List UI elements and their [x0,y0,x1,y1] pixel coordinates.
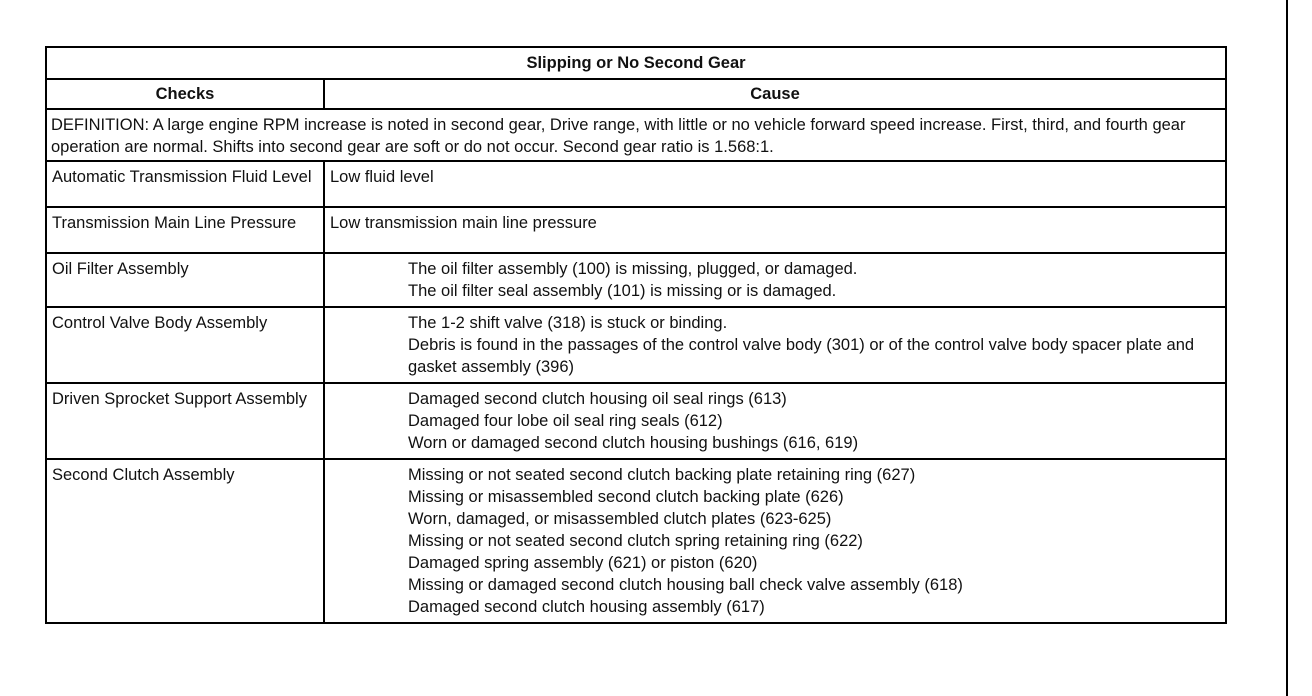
header-checks: Checks [46,79,324,109]
cause-line: Damaged spring assembly (621) or piston (620) [408,554,758,572]
cause-cell [324,161,1226,207]
check-cell: Oil Filter Assembly [46,253,324,307]
page-edge-rule [1286,0,1288,696]
cause-cell [324,253,1226,307]
table-row [46,307,1226,383]
table-row [46,207,1226,253]
table-title: Slipping or No Second Gear [46,47,1226,79]
cause-cell [324,459,1226,623]
table-row [46,383,1226,459]
cause-cell [324,383,1226,459]
cause-line: Damaged four lobe oil seal ring seals (612) [408,412,723,430]
cause-line: Debris is found in the passages of the control valve body (301) or of the control valve body spacer plate and gasket assembly (396) [408,336,1195,376]
cause-line: Damaged second clutch housing oil seal rings (613) [408,390,787,408]
cause-line: Low transmission main line pressure [330,214,597,232]
table-row [46,253,1226,307]
check-cell: Driven Sprocket Support Assembly [46,383,324,459]
check-cell: Second Clutch Assembly [46,459,324,623]
cause-line: Low fluid level [330,168,434,186]
check-cell: Transmission Main Line Pressure [46,207,324,253]
cause-line: The oil filter seal assembly (101) is missing or is damaged. [408,282,837,300]
cause-line: Worn or damaged second clutch housing bushings (616, 619) [408,434,859,452]
cause-cell [324,307,1226,383]
table-row [46,459,1226,623]
header-cause: Cause [324,79,1226,109]
cause-line: Missing or not seated second clutch backing plate retaining ring (627) [408,466,916,484]
cause-cell [324,207,1226,253]
cause-line: The 1-2 shift valve (318) is stuck or binding. [408,314,728,332]
check-cell: Automatic Transmission Fluid Level [46,161,324,207]
cause-line: Damaged second clutch housing assembly (617) [408,598,765,616]
table-title-row [46,47,1226,79]
cause-line: Missing or misassembled second clutch backing plate (626) [408,488,844,506]
table-header-row [46,79,1226,109]
diagnostic-table [45,46,1227,624]
definition-row [46,109,1226,161]
table-row [46,161,1226,207]
cause-line: The oil filter assembly (100) is missing, plugged, or damaged. [408,260,858,278]
definition-text: DEFINITION: A large engine RPM increase is noted in second gear, Drive range, with little or no vehicle forward speed increase. First, third, and fourth gear operation are normal. Shifts into second gear are soft or do not occur. Second gear ratio is 1.568:1. [46,109,1226,161]
cause-line: Missing or damaged second clutch housing ball check valve assembly (618) [408,576,963,594]
cause-line: Missing or not seated second clutch spring retaining ring (622) [408,532,863,550]
cause-line: Worn, damaged, or misassembled clutch plates (623-625) [408,510,832,528]
check-cell: Control Valve Body Assembly [46,307,324,383]
